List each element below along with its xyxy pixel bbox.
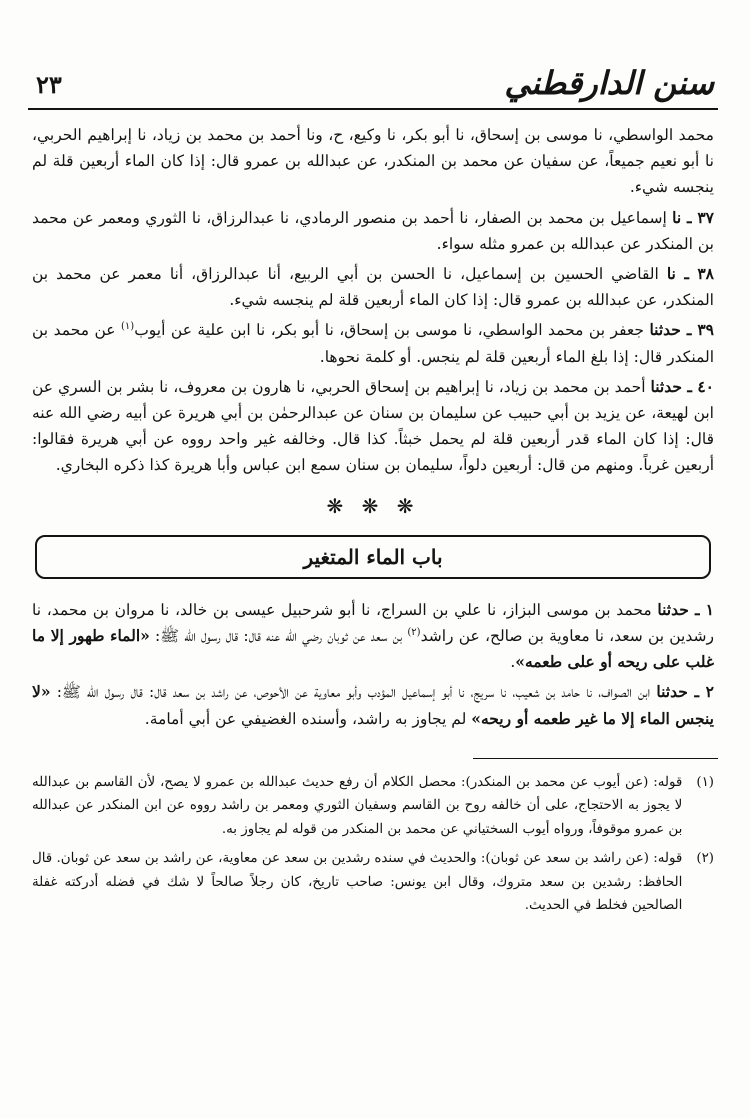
footnote-divider [473,758,718,759]
hadith-39 [32,317,714,369]
paragraph-text: أحمد بن محمد بن زياد، نا إبراهيم بن إسحاق الحربي، نا هارون بن معروف، نا بشر بن السري عن ابن لهيعة، عن يزيد بن أبي حبيب عن سليمان بن سنان عن عبدالرحمٰن بن أبي هريرة عن أبيه رضي الله عنه قال: إذا كان الماء قدر أربعين قلة لم يحمل خبثاً. كذا قال. وخالفه غير واحد رووه عن أبي هريرة فقالوا: أربعين غرباً. ومنهم من قال: أربعين دلواً، سليمان بن سنان سمع ابن عباس وأبا هريرة كذا ذكره البخاري. [32,377,714,475]
hadith-number: ٤٠ ـ حدثنا [650,376,715,396]
paragraph-text: القاضي الحسين بن إسماعيل، نا الحسن بن أبي الربيع، أنا عبدالرزاق، أنا معمر عن محمد بن المنكدر، عن عبدالله بن عمرو قال: إذا كان الماء أربعين قلة لم ينجسه شيء. [32,265,714,310]
main-text [28,122,718,732]
chapter-hadith-2 [32,679,714,731]
footnote-text: قوله: (عن أيوب عن محمد بن المنكدر): محصل الكلام أن رفع حديث عبدالله بن عمرو لا يصح، لأن القاسم بن عبدالله لا يجوز به الاحتجاج، على أن خالفه روح بن القاسم وسفيان الثوري ومعمر بن راشد رووه عن ابن المنكدر عن عبدالله بن عمرو موقوفاً، ورواه أيوب السختياني عن محمد بن المنكدر من قوله لم يجاوز به. [32,774,683,837]
paragraph-text: محمد الواسطي، نا موسى بن إسحاق، نا أبو بكر، نا وكيع، ح، ونا أحمد بن محمد بن زياد، نا إبراهيم الحربي، نا أبو نعيم جميعاً، عن سفيان عن محمد بن المنكدر، عن عبدالله بن عمرو قال: إذا كان الماء أربعين قلة لم ينجسه شيء. [32,126,714,197]
footnote-number: (١) [696,774,714,790]
footnote-text: قوله: (عن راشد بن سعد عن ثوبان): والحديث في سنده رشدين بن سعد عن معاوية، عن راشد بن سعد عن ثوبان. قال الحافظ: رشدين بن سعد متروك، وقال ابن يونس: صاحب تاريخ، كان رجلاً صالحاً لا شك في فضله أدركته غفلة الصالحين فخلط في الحديث. [32,851,683,914]
footnote-number: (٢) [696,851,714,867]
footnote-1 [32,771,714,842]
paragraph-text: عن محمد بن المنكدر قال: إذا بلغ الماء أربعين قلة لم ينجس. أو كلمة نحوها. [32,321,714,366]
section-separator: ❋ ❋ ❋ [326,493,420,518]
footnotes [28,771,718,918]
hadith-38 [32,261,714,313]
prophetic-quote: «الماء طهور إلا ما غلب على ريحه أو على طعمه» [32,626,714,672]
prophetic-quote: «لا ينجس الماء إلا ما غير طعمه أو ريحه» [32,682,714,728]
footnote-ref: (٢) [407,626,421,638]
running-header [28,60,718,110]
footnote-ref: (١) [121,321,135,333]
chapter-heading [35,535,711,579]
running-title: سنن الدارقطني [504,64,714,102]
page-number: ٢٣ [36,70,62,99]
book-page [28,60,718,924]
paragraph-text: . [510,653,516,672]
chapter-title: باب الماء المتغير [303,544,443,569]
paragraph-text: ابن الصواف، نا حامد بن شعيب، نا سريج، نا أبو إسماعيل المؤدب وأبو معاوية عن الأحوص، عن راشد بن سعد قال: قال رسول الله ﷺ: [50,683,657,702]
hadith-number: ٣٨ ـ نا [666,264,714,284]
footnote-2 [32,847,714,918]
paragraph-text: بن سعد عن ثوبان رضي الله عنه قال: قال رسول الله ﷺ: [149,627,408,646]
paragraph-text: محمد بن موسى البزاز، نا علي بن السراج، نا أبو شرحبيل عيسى بن خالد، نا مروان بن محمد، نا رشدين بن سعد، نا معاوية بن صالح، عن راشد [32,600,714,646]
hadith-number: ٢ ـ حدثنا [656,682,714,702]
hadith-number: ٣٧ ـ نا [672,207,715,227]
hadith-40 [32,374,714,479]
paragraph-continuation [32,122,714,201]
chapter-hadith-1 [32,597,714,676]
paragraph-text: جعفر بن محمد الواسطي، نا موسى بن إسحاق، نا أبو بكر، نا ابن علية عن أيوب [134,321,650,340]
paragraph-text: لم يجاوز به راشد، وأسنده الغضيفي عن أبي أمامة. [144,709,472,728]
hadith-number: ٣٩ ـ حدثنا [649,320,714,340]
paragraph-text: إسماعيل بن محمد بن الصفار، نا أحمد بن منصور الرمادي، نا عبدالرزاق، نا الثوري ومعمر عن محمد بن المنكدر عن عبدالله بن عمرو مثله سواء. [32,208,714,253]
hadith-number: ١ ـ حدثنا [657,599,714,619]
hadith-37 [32,205,714,257]
